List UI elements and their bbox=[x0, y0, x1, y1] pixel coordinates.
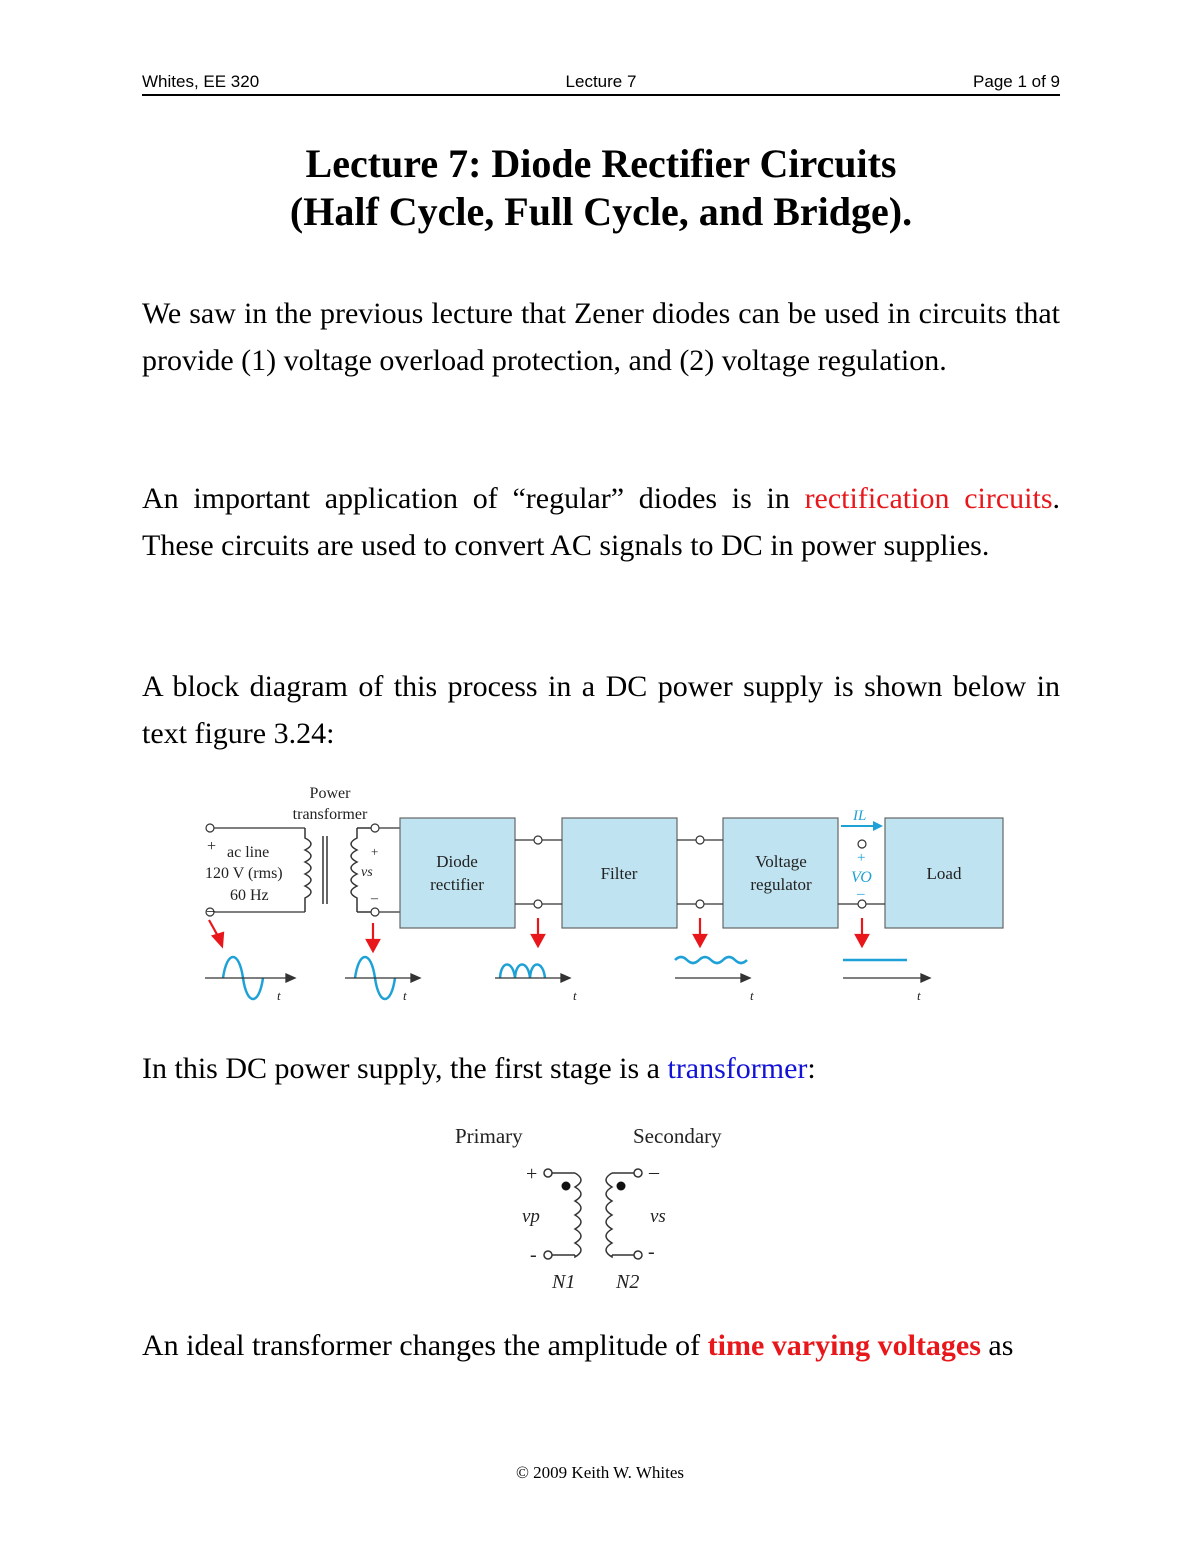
vo-label: VO bbox=[851, 869, 872, 886]
p5-text-before: An ideal transformer changes the amplitude of bbox=[142, 1329, 708, 1362]
il-label: IL bbox=[853, 808, 867, 824]
transformer-label: transformer bbox=[292, 806, 368, 823]
load-label: Load bbox=[926, 864, 962, 883]
vo-minus: – bbox=[857, 886, 865, 902]
source-ac-line: ac line bbox=[227, 844, 270, 861]
secondary-dot-icon bbox=[617, 1182, 626, 1191]
regulator-label-2: regulator bbox=[750, 875, 812, 894]
transformer-schematic bbox=[440, 1118, 760, 1298]
n2-label: N2 bbox=[616, 1271, 640, 1293]
red-arrow-icon bbox=[367, 940, 379, 951]
primary-dot-icon bbox=[562, 1182, 571, 1191]
vs-label: vs bbox=[361, 865, 373, 880]
header-lecture: Lecture 7 bbox=[565, 72, 637, 91]
regulator-label-1: Voltage bbox=[755, 852, 807, 871]
time-varying-voltages-highlight: time varying voltages bbox=[707, 1329, 981, 1362]
rectification-circuits-highlight: rectification circuits bbox=[804, 482, 1053, 515]
paragraph-ideal-transformer bbox=[142, 1322, 1060, 1369]
secondary-minus-bottom: - bbox=[648, 1241, 655, 1263]
vs-plus: + bbox=[371, 844, 379, 859]
primary-label: Primary bbox=[455, 1124, 523, 1148]
source-voltage: 120 V (rms) bbox=[205, 865, 283, 882]
time-label: t bbox=[403, 988, 407, 1003]
rectifier-label-1: Diode bbox=[436, 852, 478, 871]
page-footer: © 2009 Keith W. Whites bbox=[516, 1463, 684, 1482]
diode-rectifier-block bbox=[400, 818, 515, 928]
time-label: t bbox=[750, 988, 754, 1003]
vp-label: vp bbox=[522, 1206, 540, 1227]
vo-plus: + bbox=[857, 850, 866, 866]
source-frequency: 60 Hz bbox=[230, 887, 269, 904]
paragraph-block-diagram-intro: A block diagram of this process in a DC power supply is shown below in text figure 3.24: bbox=[142, 670, 1060, 750]
paragraph-zener-recap: We saw in the previous lecture that Zener diodes can be used in circuits that provide (1) voltage overload protection, and (2) voltage regulation. bbox=[142, 297, 1060, 377]
il-arrow-icon bbox=[873, 821, 883, 831]
n1-label: N1 bbox=[552, 1271, 576, 1293]
paragraph-transformer-intro bbox=[142, 1045, 1060, 1092]
p2-text-after: . These circuits are used to convert AC signals to DC in power supplies. bbox=[142, 482, 1060, 562]
secondary-minus-top: – bbox=[649, 1161, 659, 1183]
page-header bbox=[142, 70, 1060, 96]
red-arrow-icon bbox=[213, 933, 223, 946]
p5-text-after: as bbox=[980, 1329, 1014, 1362]
red-arrow-icon bbox=[856, 935, 868, 946]
transformer-highlight: transformer bbox=[667, 1052, 808, 1085]
vs-label-secondary: vs bbox=[650, 1206, 666, 1227]
filtered-ripple-wave bbox=[675, 957, 747, 963]
source-plus: + bbox=[207, 838, 217, 855]
rectifier-label-2: rectifier bbox=[430, 875, 484, 894]
time-label: t bbox=[917, 988, 921, 1003]
red-arrow-icon bbox=[532, 935, 544, 946]
p4-text-after: : bbox=[807, 1052, 816, 1085]
time-label: t bbox=[277, 988, 281, 1003]
paragraph-rectification-intro bbox=[142, 475, 1060, 569]
vs-minus: – bbox=[371, 891, 378, 906]
red-arrow-icon bbox=[694, 935, 706, 946]
header-course: Whites, EE 320 bbox=[142, 72, 260, 91]
primary-minus: - bbox=[530, 1244, 537, 1266]
title-line-2: (Half Cycle, Full Cycle, and Bridge). bbox=[289, 189, 913, 234]
primary-plus: + bbox=[526, 1163, 538, 1185]
secondary-label: Secondary bbox=[633, 1124, 722, 1148]
transformer-coils-icon bbox=[544, 1169, 642, 1259]
power-label: Power bbox=[309, 785, 351, 802]
p2-text-before: An important application of “regular” diodes is in bbox=[142, 482, 805, 515]
p4-text-before: In this DC power supply, the first stage is a bbox=[142, 1052, 668, 1085]
filter-label: Filter bbox=[600, 864, 638, 883]
rectified-wave bbox=[500, 965, 545, 979]
voltage-regulator-block bbox=[723, 818, 838, 928]
dc-power-supply-block-diagram bbox=[195, 778, 1015, 1008]
time-label: t bbox=[573, 988, 577, 1003]
header-page-number: Page 1 of 9 bbox=[973, 72, 1060, 91]
page-title bbox=[142, 140, 1060, 236]
title-line-1: Lecture 7: Diode Rectifier Circuits bbox=[305, 141, 897, 186]
source-minus: _ bbox=[207, 897, 215, 914]
